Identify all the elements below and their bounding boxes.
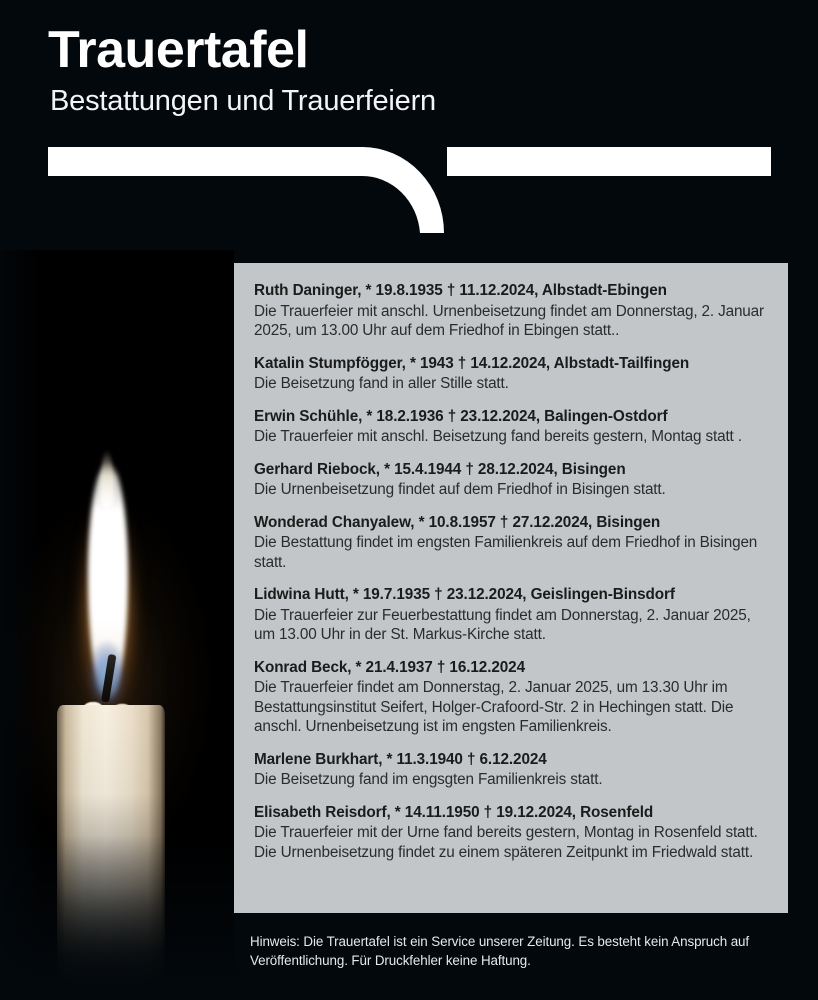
page-title: Trauertafel xyxy=(48,21,309,79)
obituary-entry xyxy=(254,513,766,573)
obituary-details: Die Beisetzung fand im engsgten Familienkreis statt. xyxy=(254,771,603,788)
masthead xyxy=(0,0,818,250)
candle-body xyxy=(57,705,165,1000)
decorative-rule-elbow xyxy=(0,140,818,245)
obituary-name: Gerhard Riebock, * 15.4.1944 † 28.12.2024, Bisingen xyxy=(254,460,626,478)
page-subtitle: Bestattungen und Trauerfeiern xyxy=(50,85,436,117)
obituary-panel xyxy=(234,263,788,913)
obituary-name: Elisabeth Reisdorf, * 14.11.1950 † 19.12.2024, Rosenfeld xyxy=(254,803,654,821)
obituary-name: Lidwina Hutt, * 19.7.1935 † 23.12.2024, Geislingen-Binsdorf xyxy=(254,586,675,603)
obituary-details: Die Trauerfeier mit der Urne fand bereits gestern, Montag in Rosenfeld statt. Die Urnenbeisetzung findet zu einem späteren Zeitpunkt im Friedwald statt. xyxy=(254,824,758,861)
obituary-entry xyxy=(254,658,766,737)
obituary-entry xyxy=(254,407,766,447)
obituary-name: Marlene Burkhart, * 11.3.1940 † 6.12.2024 xyxy=(254,750,547,768)
obituary-details: Die Beisetzung fand in aller Stille statt. xyxy=(254,375,509,392)
memorial-candle-image xyxy=(0,250,234,1000)
obituary-details: Die Bestattung findet im engsten Familienkreis auf dem Friedhof in Bisingen statt. xyxy=(254,534,758,571)
obituary-details: Die Trauerfeier zur Feuerbestattung findet am Donnerstag, 2. Januar 2025, um 13.00 Uhr in der St. Markus-Kirche statt. xyxy=(254,606,751,643)
obituary-entry xyxy=(254,585,766,645)
footnote-disclaimer: Hinweis: Die Trauertafel ist ein Service unserer Zeitung. Es besteht kein Anspruch auf Veröffentlichung. Für Druckfehler keine Haftung. xyxy=(250,934,750,968)
obituary-name: Wonderad Chanyalew, * 10.8.1957 † 27.12.2024, Bisingen xyxy=(254,513,661,531)
obituary-details: Die Trauerfeier mit anschl. Beisetzung fand bereits gestern, Montag statt . xyxy=(254,428,742,445)
obituary-entry xyxy=(254,460,766,500)
obituary-name: Erwin Schühle, * 18.2.1936 † 23.12.2024, Balingen-Ostdorf xyxy=(254,407,668,425)
obituary-entry xyxy=(254,803,766,863)
obituary-name: Ruth Daninger, * 19.8.1935 † 11.12.2024, Albstadt-Ebingen xyxy=(254,282,667,299)
obituary-name: Konrad Beck, * 21.4.1937 † 16.12.2024 xyxy=(254,658,525,676)
obituary-details: Die Urnenbeisetzung findet auf dem Friedhof in Bisingen statt. xyxy=(254,481,666,498)
obituary-entry xyxy=(254,281,766,341)
obituary-name: Katalin Stumpfögger, * 1943 † 14.12.2024, Albstadt-Tailfingen xyxy=(254,354,690,372)
obituary-entry xyxy=(254,750,766,790)
obituary-details: Die Trauerfeier findet am Donnerstag, 2. Januar 2025, um 13.30 Uhr im Bestattungsinstitut Seifert, Holger-Crafoord-Str. 2 in Hechingen statt. Die anschl. Urnenbeisetzung ist im engsten Familienkreis. xyxy=(254,679,734,735)
obituary-details: Die Trauerfeier mit anschl. Urnenbeisetzung findet am Donnerstag, 2. Januar 2025, um 13.00 Uhr auf dem Friedhof in Ebingen statt.. xyxy=(254,302,764,339)
obituary-entry xyxy=(254,354,766,394)
